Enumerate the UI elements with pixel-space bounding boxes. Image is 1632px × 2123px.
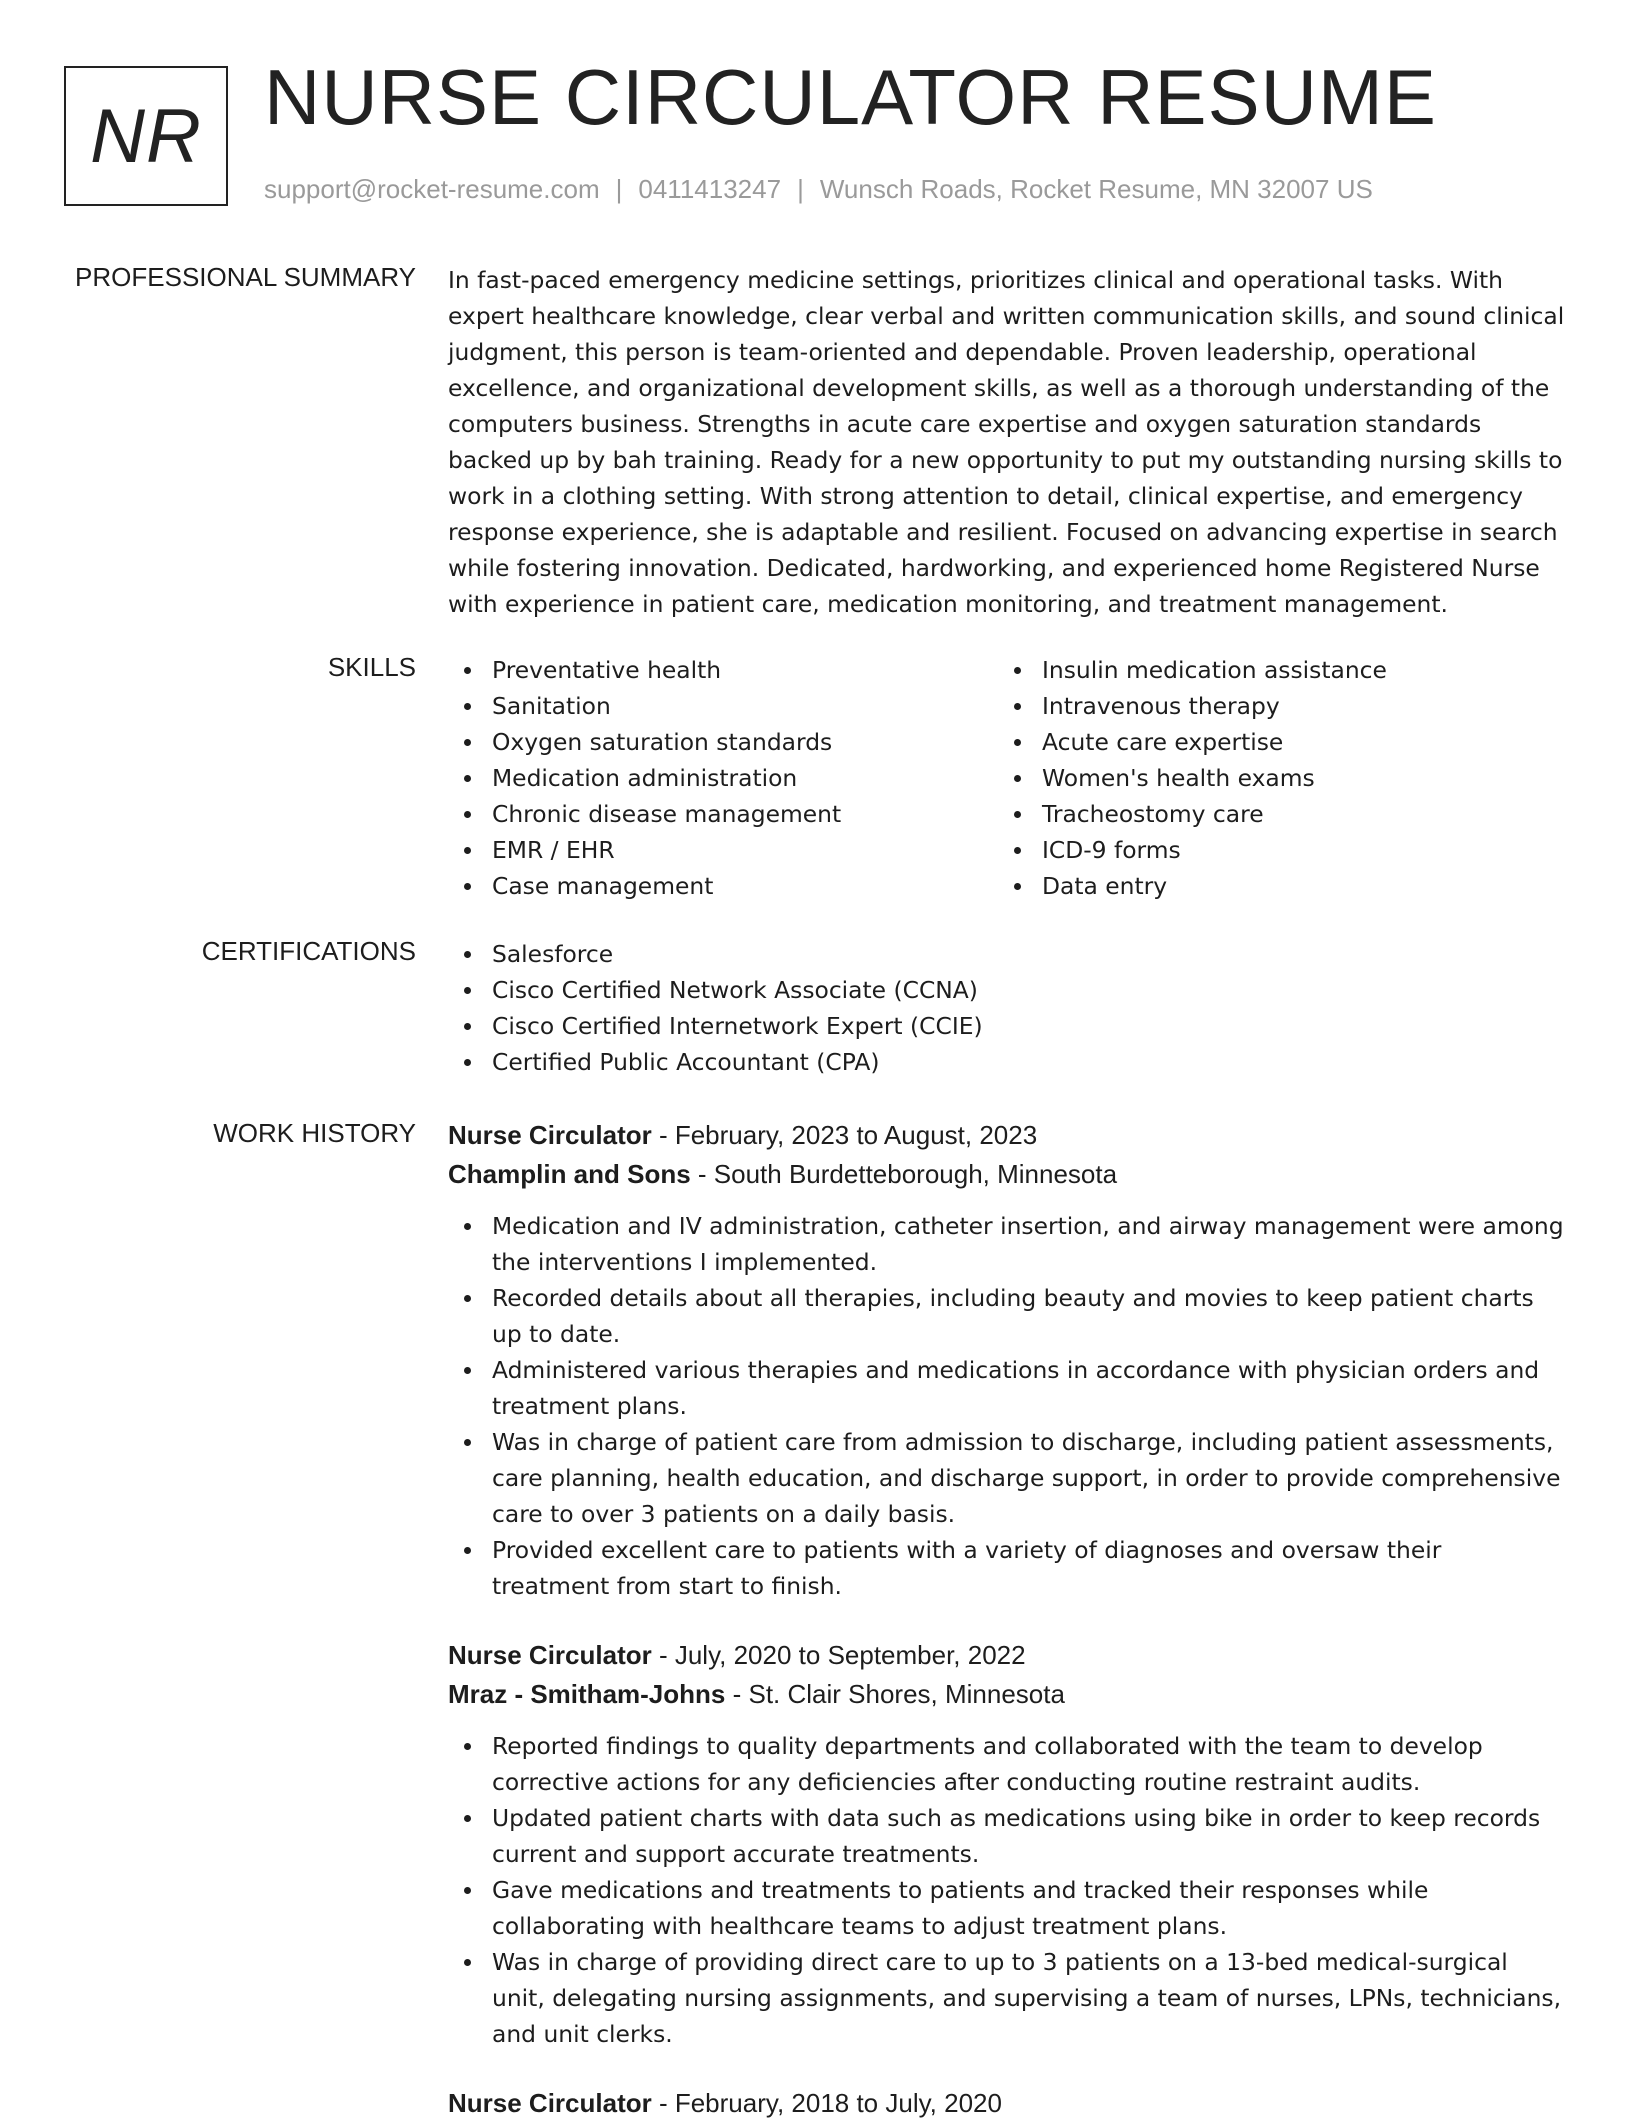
job-dates: - February, 2018 to July, 2020 [651, 2088, 1002, 2118]
skill-item: Oxygen saturation standards [448, 724, 998, 760]
page-title: NURSE CIRCULATOR RESUME [264, 53, 1437, 141]
job-company-line [448, 1675, 1566, 1714]
certifications-heading: CERTIFICATIONS [201, 936, 416, 966]
summary-text: In fast-paced emergency medicine settings, prioritizes clinical and operational tasks. With expert healthcare knowledge, clear verbal and written communication skills, and sound clinical judgment, this person is team-oriented and dependable. Proven leadership, operational excellence, and organizational development skills, as well as a thorough understanding of the computers business. Strengths in acute care expertise and oxygen saturation standards backed up by bah training. Ready for a new opportunity to put my outstanding nursing skills to work in a clothing setting. With strong attention to detail, clinical expertise, and emergency response experience, she is adaptable and resilient. Focused on advancing expertise in search while fostering innovation. Dedicated, hardworking, and experienced home Registered Nurse with experience in patient care, medication monitoring, and treatment management. [448, 266, 1565, 618]
job-bullets [448, 1728, 1566, 2052]
skill-item: Acute care expertise [998, 724, 1548, 760]
skill-item: Insulin medication assistance [998, 652, 1548, 688]
skill-item: Data entry [998, 868, 1548, 904]
certifications-list [448, 936, 1566, 1080]
contact-separator: | [615, 174, 623, 204]
job-title-line [448, 1116, 1566, 1155]
certification-item: Cisco Certified Network Associate (CCNA) [448, 972, 1566, 1008]
job-bullet: Was in charge of providing direct care to up to 3 patients on a 13-bed medical-surgical unit, delegating nursing assignments, and supervising a team of nurses, LPNs, technicians, and unit clerks. [448, 1944, 1566, 2052]
job-bullet: Provided excellent care to patients with a variety of diagnoses and oversaw their treatment from start to finish. [448, 1532, 1566, 1604]
job-bullet: Gave medications and treatments to patients and tracked their responses while collaborating with healthcare teams to adjust treatment plans. [448, 1872, 1566, 1944]
monogram-badge: NR [64, 66, 228, 206]
jobs-container [448, 1116, 1566, 2123]
contact-phone: 0411413247 [638, 174, 782, 204]
certification-item: Certified Public Accountant (CPA) [448, 1044, 1566, 1080]
job-entry [448, 2084, 1566, 2123]
job-dates: - February, 2023 to August, 2023 [651, 1120, 1038, 1150]
skill-item: Case management [448, 868, 998, 904]
skills-list-right [998, 652, 1548, 904]
job-company-line [448, 1155, 1566, 1194]
skills-list-left [448, 652, 998, 904]
job-title: Nurse Circulator [448, 2088, 652, 2118]
certification-item: Salesforce [448, 936, 1566, 972]
skill-item: Tracheostomy care [998, 796, 1548, 832]
job-location: - South Burdetteborough, Minnesota [690, 1159, 1118, 1189]
contact-separator: | [797, 174, 804, 204]
job-bullet: Updated patient charts with data such as medications using bike in order to keep records current and support accurate treatments. [448, 1800, 1566, 1872]
job-bullet: Administered various therapies and medications in accordance with physician orders and treatment plans. [448, 1352, 1566, 1424]
skills-heading: SKILLS [327, 652, 416, 682]
skill-item: EMR / EHR [448, 832, 998, 868]
skill-item: Preventative health [448, 652, 998, 688]
job-bullet: Reported findings to quality departments and collaborated with the team to develop corrective actions for any deficiencies after conducting routine restraint audits. [448, 1728, 1566, 1800]
job-location: - St. Clair Shores, Minnesota [725, 1679, 1065, 1709]
skill-item: ICD-9 forms [998, 832, 1548, 868]
job-bullet: Recorded details about all therapies, including beauty and movies to keep patient charts up to date. [448, 1280, 1566, 1352]
job-title-line [448, 1636, 1566, 1675]
job-bullet: Was in charge of patient care from admission to discharge, including patient assessments, care planning, health education, and discharge support, in order to provide comprehensive care to over 3 patients on a daily basis. [448, 1424, 1566, 1532]
job-bullets [448, 1208, 1566, 1604]
job-company: Champlin and Sons [448, 1159, 691, 1189]
job-bullet: Medication and IV administration, catheter insertion, and airway management were among the interventions I implemented. [448, 1208, 1566, 1280]
job-entry [448, 1116, 1566, 1604]
job-title-line [448, 2084, 1566, 2123]
job-title: Nurse Circulator [448, 1120, 652, 1150]
job-title: Nurse Circulator [448, 1640, 652, 1670]
contact-address: Wunsch Roads, Rocket Resume, MN 32007 US [819, 174, 1373, 204]
certification-item: Cisco Certified Internetwork Expert (CCIE) [448, 1008, 1566, 1044]
job-entry [448, 1636, 1566, 2052]
contact-line [264, 174, 1373, 205]
contact-email: support@rocket-resume.com [264, 174, 600, 204]
job-dates: - July, 2020 to September, 2022 [651, 1640, 1026, 1670]
skill-item: Intravenous therapy [998, 688, 1548, 724]
work-history-heading: WORK HISTORY [213, 1118, 416, 1148]
skill-item: Medication administration [448, 760, 998, 796]
job-company: Mraz - Smitham-Johns [448, 1679, 726, 1709]
skill-item: Women's health exams [998, 760, 1548, 796]
skill-item: Chronic disease management [448, 796, 998, 832]
skill-item: Sanitation [448, 688, 998, 724]
summary-heading: PROFESSIONAL SUMMARY [75, 262, 416, 292]
